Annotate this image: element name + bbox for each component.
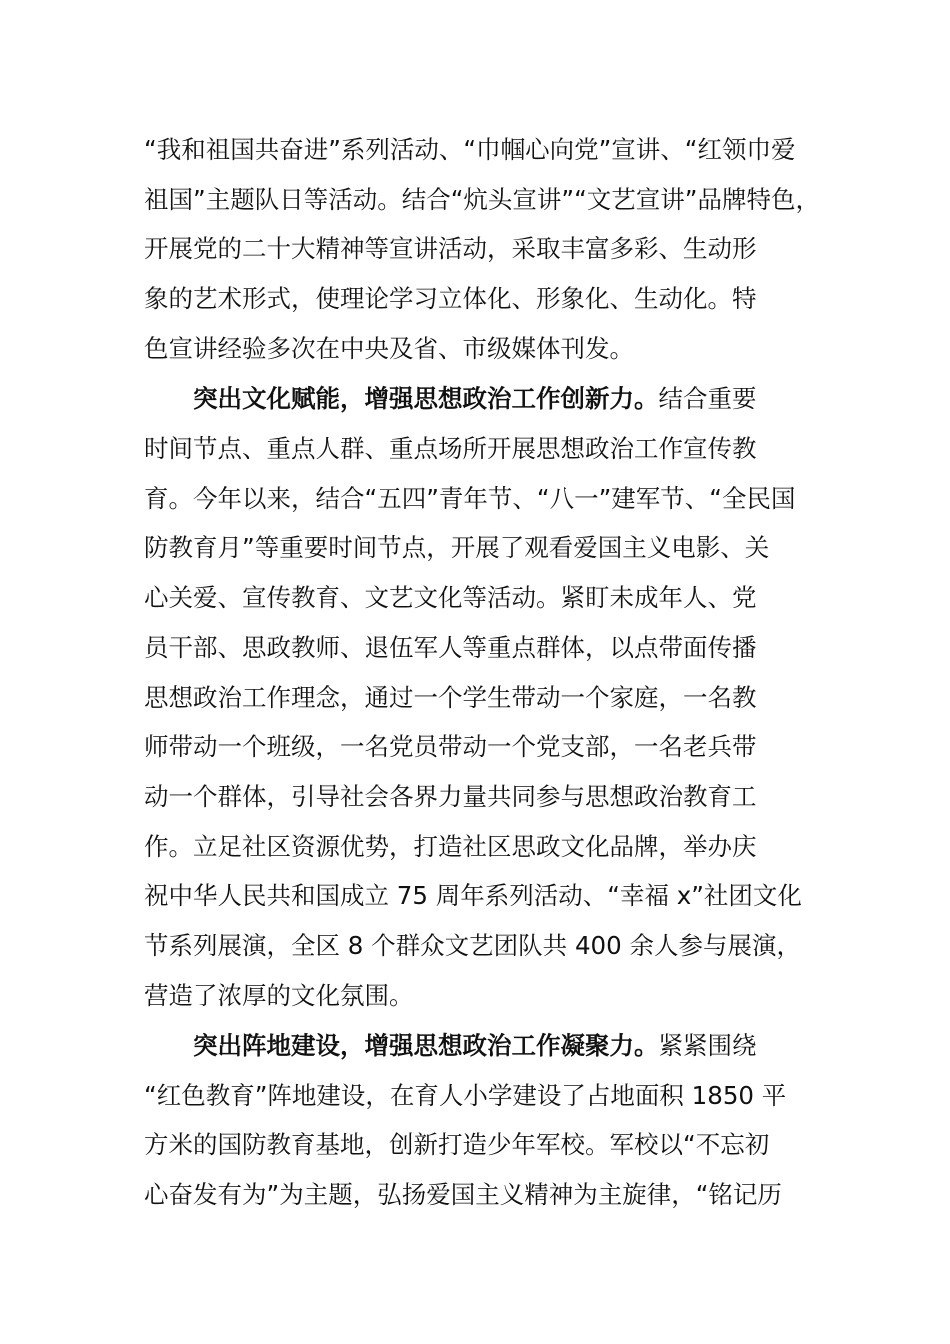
text-line: 动一个群体，引导社会各界力量共同参与思想政治教育工 (144, 782, 757, 811)
text-line: 色宣讲经验多次在中央及省、市级媒体刊发。 (144, 334, 634, 363)
text-line: 师带动一个班级，一名党员带动一个党支部，一名老兵带 (144, 732, 757, 761)
text-line: 防教育月”等重要时间节点，开展了观看爱国主义电影、关 (144, 533, 770, 562)
paragraph-text: 结合重要 (658, 384, 757, 413)
text-line: “我和祖国共奋进”系列活动、“巾帼心向党”宣讲、“红领巾爱 (144, 135, 796, 164)
text-line: 方米的国防教育基地，创新打造少年军校。军校以“不忘初 (144, 1130, 770, 1159)
text-line: 祝中华人民共和国成立 75 周年系列活动、“幸福 x”社团文化 (144, 881, 802, 910)
text-line: 心关爱、宣传教育、文艺文化等活动。紧盯未成年人、党 (144, 583, 757, 612)
text-line: 育。今年以来，结合“五四”青年节、“八一”建军节、“全民国 (144, 484, 796, 513)
paragraph-heading: 突出阵地建设，增强思想政治工作凝聚力。 (193, 1031, 659, 1060)
text-line: 祖国”主题队日等活动。结合“炕头宣讲”“文艺宣讲”品牌特色， (144, 185, 820, 214)
paragraph-heading-line (193, 1026, 883, 1066)
text-line: 时间节点、重点人群、重点场所开展思想政治工作宣传教 (144, 434, 757, 463)
paragraph-heading: 突出文化赋能，增强思想政治工作创新力。 (193, 384, 659, 413)
paragraph-heading-line (193, 379, 883, 419)
text-line: “红色教育”阵地建设，在育人小学建设了占地面积 1850 平 (144, 1081, 787, 1110)
text-line: 营造了浓厚的文化氛围。 (144, 981, 414, 1010)
text-line: 开展党的二十大精神等宣讲活动，采取丰富多彩、生动形 (144, 234, 757, 263)
text-line: 员干部、思政教师、退伍军人等重点群体，以点带面传播 (144, 633, 757, 662)
text-line: 节系列展演，全区 8 个群众文艺团队共 400 余人参与展演， (144, 931, 801, 960)
paragraph-text: 紧紧围绕 (658, 1031, 757, 1060)
text-line: 象的艺术形式，使理论学习立体化、形象化、生动化。特 (144, 284, 757, 313)
text-line: 作。立足社区资源优势，打造社区思政文化品牌，举办庆 (144, 832, 757, 861)
text-line: 思想政治工作理念，通过一个学生带动一个家庭，一名教 (144, 683, 757, 712)
text-line: 心奋发有为”为主题，弘扬爱国主义精神为主旋律，“铭记历 (144, 1180, 782, 1209)
